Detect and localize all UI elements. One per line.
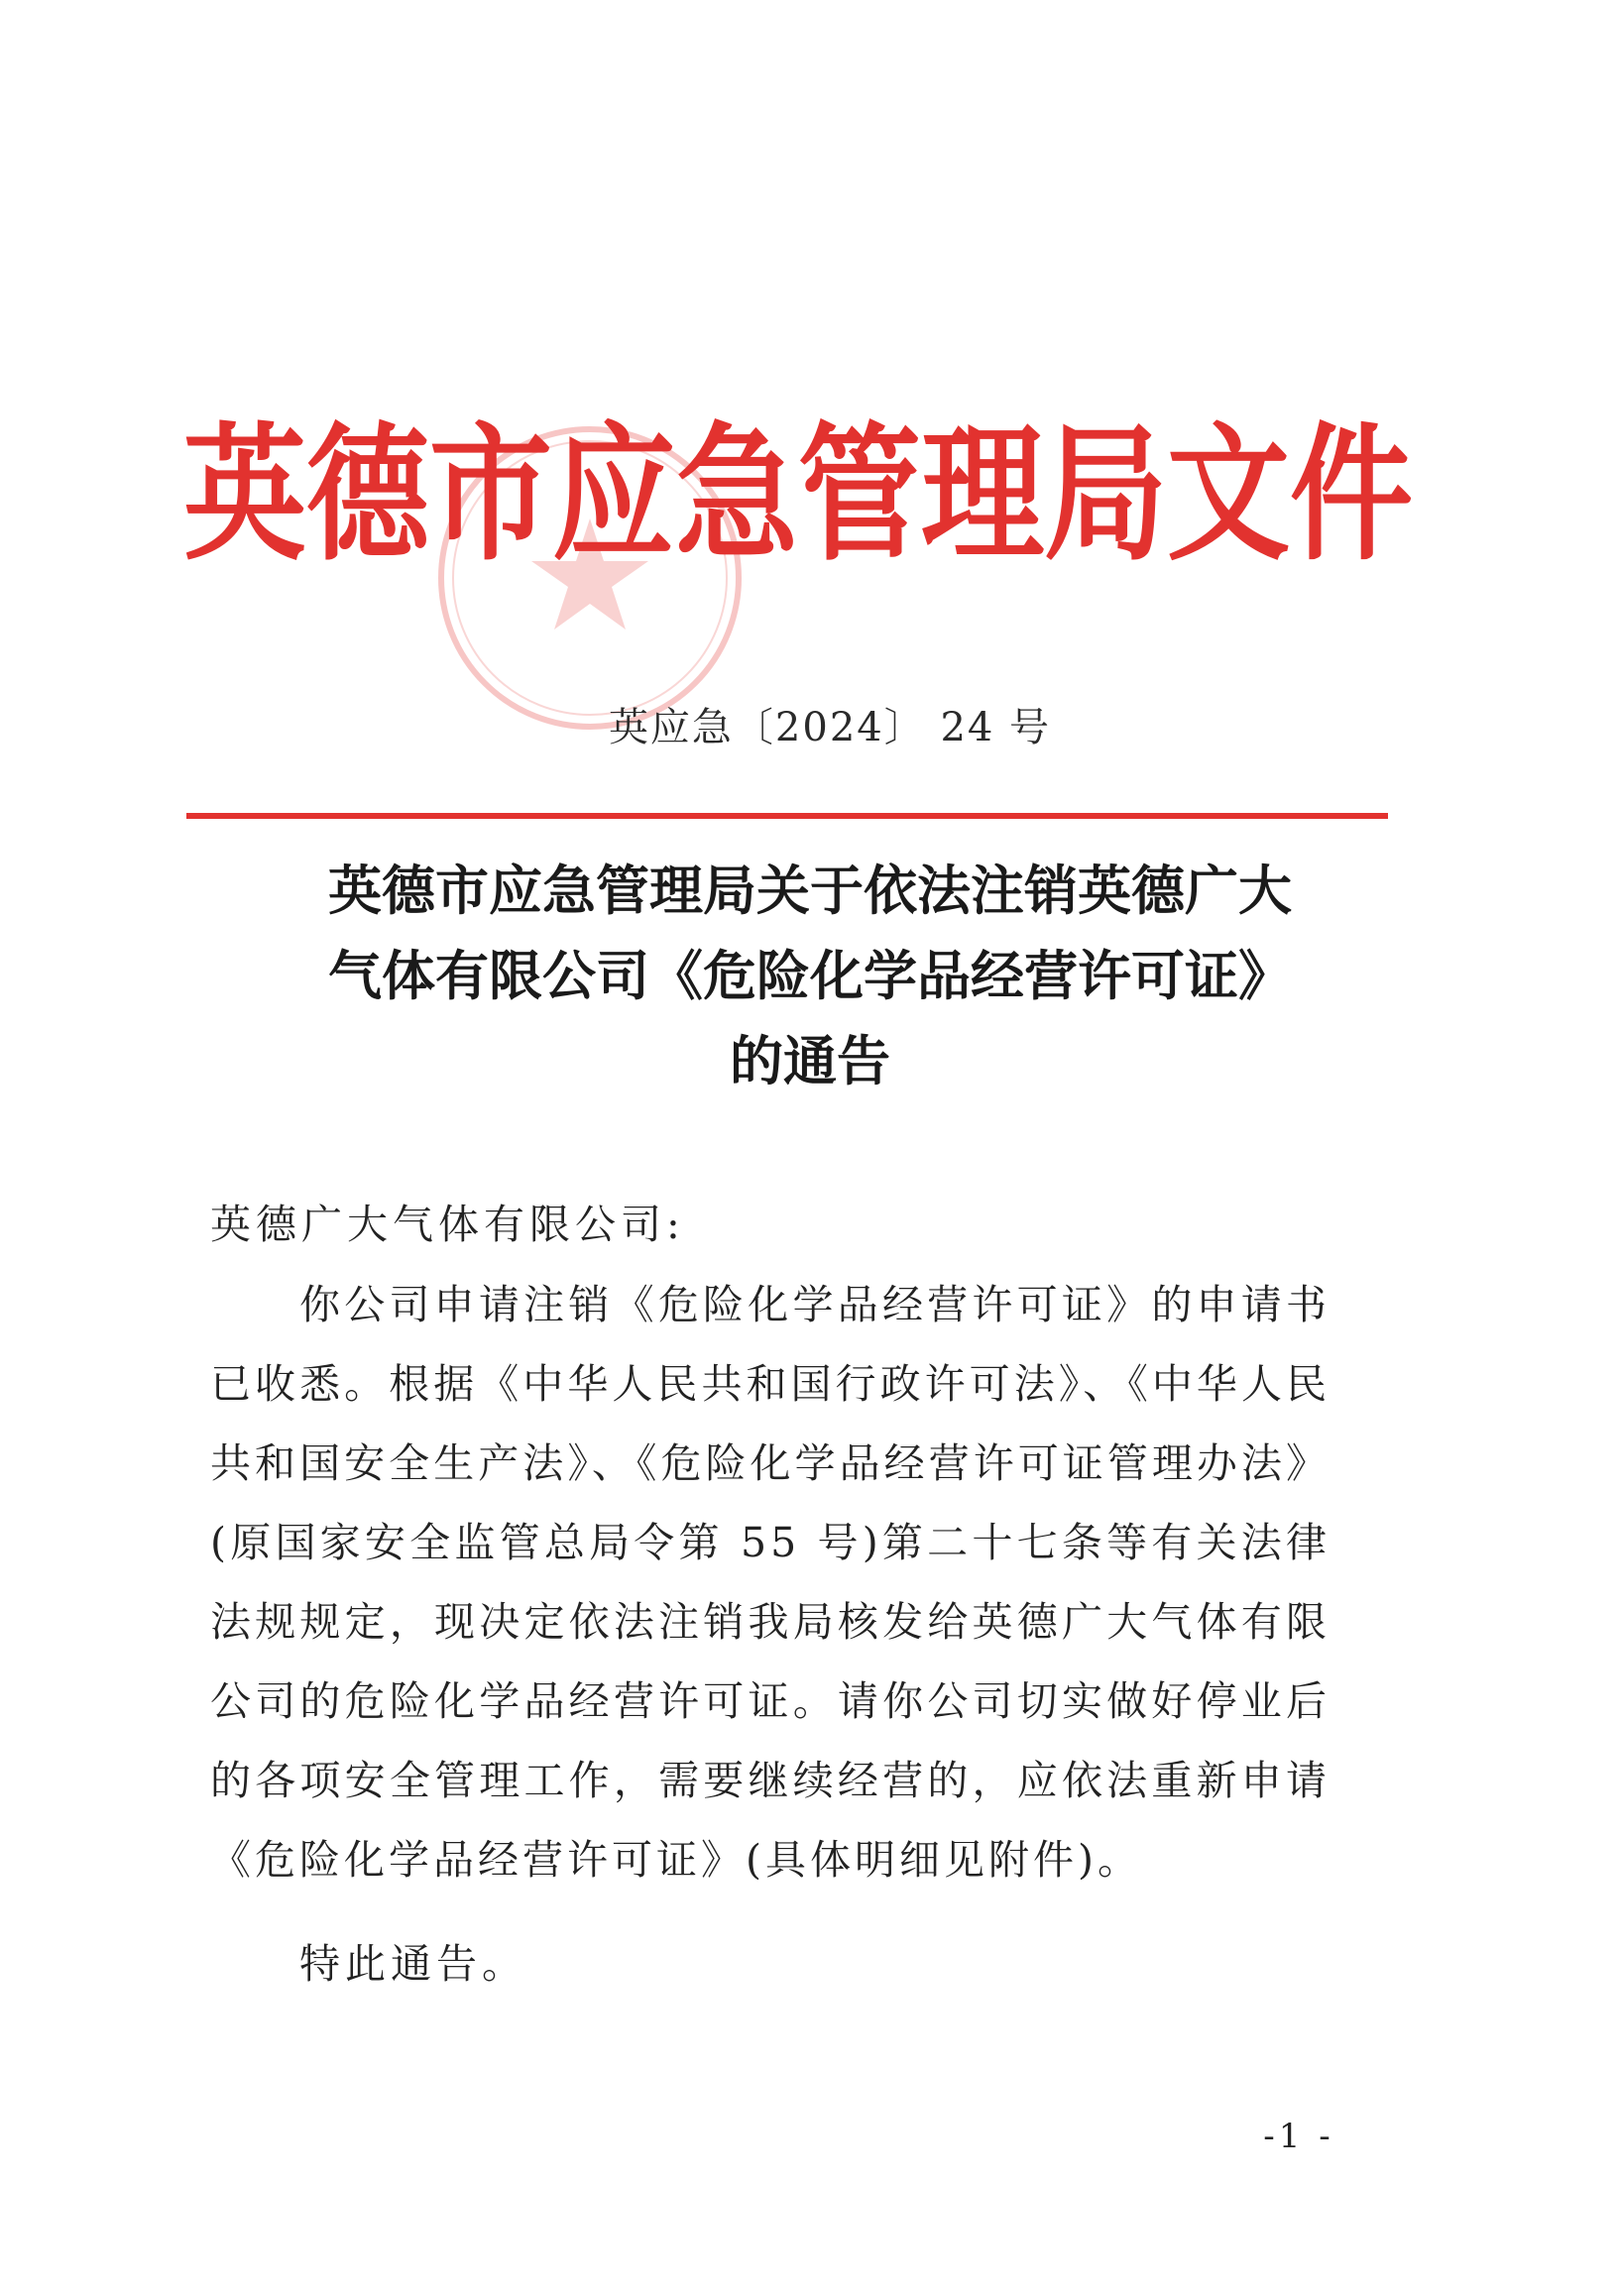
document-header-title: 英德市应急管理局文件 bbox=[183, 408, 1414, 582]
notice-body: 你公司申请注销《危险化学品经营许可证》的申请书已收悉。根据《中华人民共和国行政许可法》、《中华人民共和国安全生产法》、《危险化学品经营许可证管理办法》(原国家安全监管总局令第 55 号)第二十七条等有关法律法规规定，现决定依法注销我局核发给英德广大气体有限公司的危险化学品经营许可证。请你公司切实做好停业后的各项安全管理工作，需要继续经营的，应依法重新申请《危险化学品经营许可证》(具体明细见附件)。 bbox=[210, 1281, 1331, 1884]
page-number: -1 - bbox=[1263, 2117, 1334, 2156]
recipient-salutation: 英德广大气体有限公司: bbox=[210, 1201, 685, 1248]
notice-title bbox=[0, 849, 1620, 1104]
notice-title-line: 气体有限公司《危险化学品经营许可证》 bbox=[328, 945, 1292, 1007]
closing-statement: 特此通告。 bbox=[299, 1940, 527, 1988]
notice-title-line: 英德市应急管理局关于依法注销英德广大 bbox=[328, 860, 1292, 922]
notice-title-line: 的通告 bbox=[730, 1030, 890, 1092]
header-divider bbox=[186, 813, 1388, 819]
document-number: 英应急〔2024〕 24 号 bbox=[608, 705, 1052, 750]
